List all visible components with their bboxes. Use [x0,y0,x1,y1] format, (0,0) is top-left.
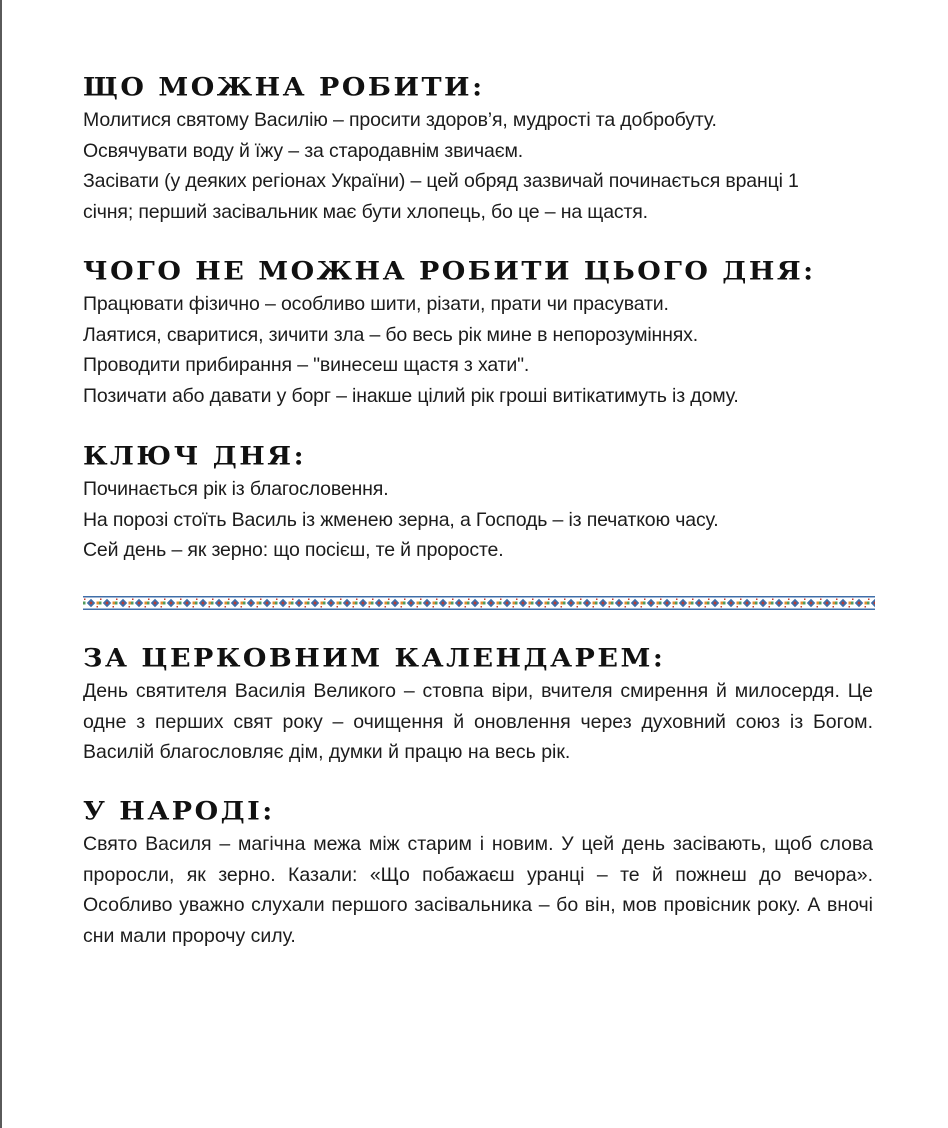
page-edge-rule [0,0,2,1128]
section-title: КЛЮЧ ДНЯ: [83,442,307,471]
section-cannot-do [83,255,873,411]
section-list [83,289,873,411]
section-list [83,474,873,566]
section-title: ЧОГО НЕ МОЖНА РОБИТИ ЦЬОГО ДНЯ: [83,257,816,286]
list-item: Проводити прибирання – "винесеш щастя з хати". [83,354,530,376]
section-paragraph: Свято Василя – магічна межа між старим і новим. У цей день засівають, щоб слова проросли, як зерно. Казали: «Що побажаєш уранці – те й пожнеш до вечора». Особливо уважно слухали першого засівальника – бо він, мов провісник року. А вночі сни мали пророчу силу. [83,833,873,947]
list-item: Освячувати воду й їжу – за стародавнім звичаєм. [83,139,524,162]
list-item: Позичати або давати у борг – інакше цілий рік гроші витікатимуть із дому. [83,384,739,407]
list-item: Починається рік із благословення. [83,478,389,500]
list-item: Засівати (у деяких регіонах України) – цей обряд зазвичай починається вранці 1 [83,170,799,192]
section-title: ЩО МОЖНА РОБИТИ: [83,73,485,102]
list-item: Лаятися, сваритися, зичити зла – бо весь рік мине в непорозуміннях. [83,323,699,346]
list-item: Працювати фізично – особливо шити, різати, прати чи прасувати. [83,293,669,315]
section-key-of-day [83,440,873,566]
list-item: січня; перший засівальник має бути хлопець, бо це – на щастя. [83,200,648,223]
section-title: У НАРОДІ: [83,797,275,826]
section-folk [83,795,873,951]
list-item: Сей день – як зерно: що посієш, те й проросте. [83,539,504,561]
embroidery-divider [83,596,875,610]
section-church-calendar [83,642,873,768]
section-paragraph: День святителя Василія Великого – стовпа віри, вчителя смирення й милосердя. Це одне з перших свят року – очищення й оновлення через духовний союз із Богом. Василій благословляє дім, думки й працю на весь рік. [83,680,873,763]
list-item: Молитися святому Василію – просити здоров’я, мудрості та добробуту. [83,109,717,131]
section-list [83,105,873,227]
list-item: На порозі стоїть Василь із жменею зерна, а Господь – із печаткою часу. [83,508,719,531]
section-title: ЗА ЦЕРКОВНИМ КАЛЕНДАРЕМ: [83,644,666,673]
section-can-do [83,71,873,227]
